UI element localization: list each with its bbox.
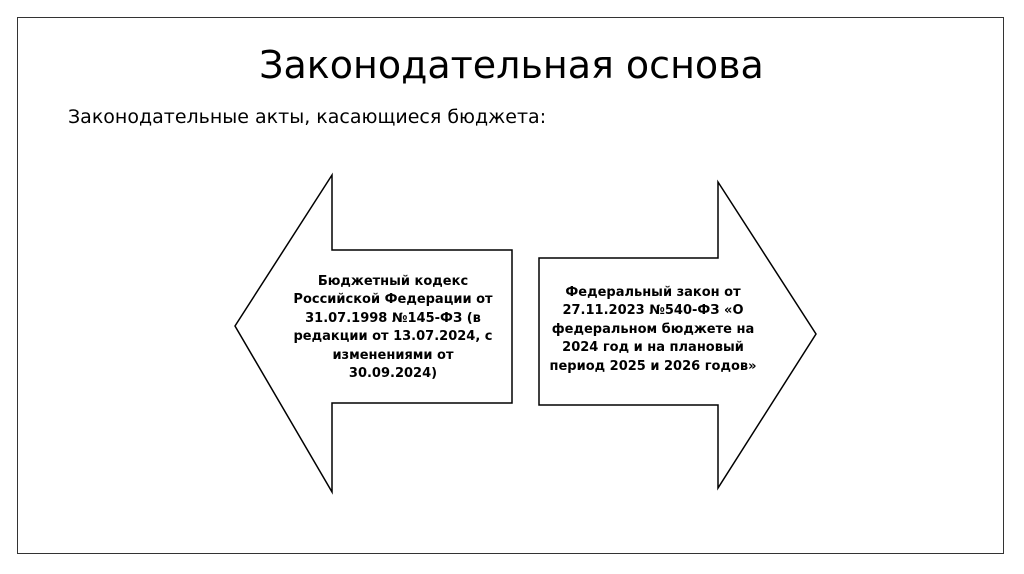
arrows-diagram xyxy=(18,18,1005,555)
slide-frame xyxy=(17,17,1004,554)
left-arrow-text xyxy=(290,268,496,388)
right-arrow-text xyxy=(543,280,763,380)
right-arrow-label: Федеральный закон от 27.11.2023 №540-ФЗ «О федеральном бюджете на 2024 год и на плановый период 2025 и 2026 годов» xyxy=(549,284,757,374)
slide-title: Законодательная основа xyxy=(259,43,764,87)
slide-subtitle: Законодательные акты, касающиеся бюджета: xyxy=(68,106,547,128)
left-arrow-label: Бюджетный кодекс Российской Федерации от 31.07.1998 №145-ФЗ (в редакции от 13.07.2024, с изменениями от 30.09.2024) xyxy=(293,273,493,381)
